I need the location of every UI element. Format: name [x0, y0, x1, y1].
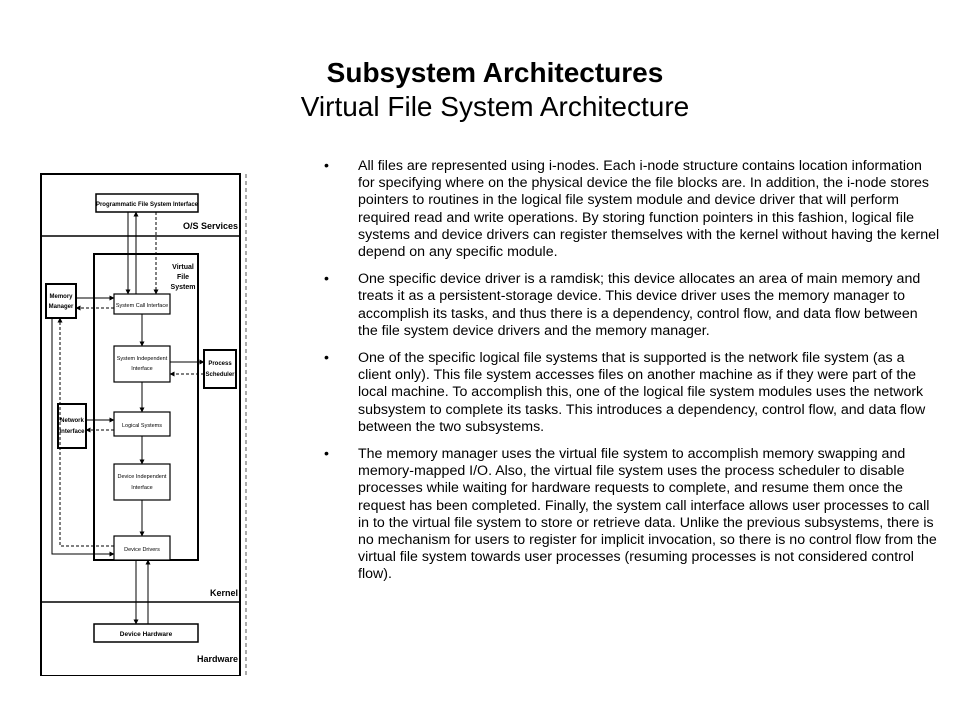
bullet-marker: •	[324, 446, 329, 463]
device-hardware-label: Device Hardware	[119, 631, 173, 638]
kernel-label: Kernel	[209, 588, 238, 598]
bullet-item	[320, 271, 940, 340]
os-services-label: O/S Services	[182, 221, 238, 231]
slide-title: Subsystem Architectures	[326, 57, 664, 88]
device-independent-label-2: Interface	[131, 485, 153, 491]
device-independent-label-1: Device Independent	[117, 474, 167, 480]
bullet-marker: •	[324, 350, 329, 367]
device-independent-interface-box	[114, 464, 170, 500]
vfs-label-2: File	[176, 274, 190, 281]
bullet-text: One specific device driver is a ramdisk; this device allocates an area of main memory and treats it as a persistent-storage device. This device driver uses the memory manager to accomplish its tasks, and thus there is a dependency, control flow, and data flow between the file system device drivers and the memory manager.	[358, 271, 921, 339]
system-call-interface-label: System Call Interface	[115, 303, 169, 309]
memory-manager-label-1: Memory	[49, 294, 73, 300]
device-drivers-label: Device Drivers	[124, 547, 160, 553]
bullet-text: All files are represented using i-nodes. Each i-node structure contains location information for specifying where on the physical device the file blocks are. In addition, the i-node stores pointers to routines in the logical file system module and device driver that will perform required read and write operations. By storing function pointers in this fashion, logical file systems and device drivers can register themselves with the kernel without having the kernel depend on any specific module.	[358, 158, 940, 261]
bullet-item	[320, 158, 940, 261]
vfs-label-3: System	[170, 284, 196, 291]
process-scheduler-label-2: Scheduler	[205, 372, 235, 378]
bullet-marker: •	[324, 158, 329, 174]
process-scheduler-box	[204, 350, 236, 388]
bullet-text: One of the specific logical file systems that is supported is the network file system (as a client only). This file system accesses files on another machine as if they were part of the local machine. To accomplish this, one of the logical file system modules uses the network subsystem to complete its tasks. This introduces a dependency, control flow, and data flow between the two subsystems.	[358, 350, 926, 435]
bullet-list	[320, 158, 940, 594]
system-independent-label-1: System Independent	[116, 356, 168, 362]
logical-systems-label: Logical Systems	[121, 423, 163, 429]
bullet-text: The memory manager uses the virtual file system to accomplish memory swapping and memory-mapped I/O. Also, the virtual file system uses the process scheduler to disable processes while waiting for hardware requests to complete, and resume them once the request has been completed. Finally, the system call interface allows user processes to call in to the virtual file system to store or retrieve data. Unlike the previous subsystems, there is no mechanism for users to register for implicit invocation, so there is no control flow from the virtual file system towards user processes (resuming processes is not considered control flow).	[358, 446, 937, 583]
bullet-item	[320, 446, 940, 584]
process-scheduler-label-1: Process	[208, 361, 232, 367]
vfs-architecture-diagram	[36, 166, 250, 676]
vfs-diagram-svg	[36, 166, 250, 676]
memory-manager-label-2: Manager	[48, 304, 74, 310]
system-independent-interface-box	[114, 346, 170, 382]
hardware-label: Hardware	[196, 654, 238, 664]
slide-subtitle: Virtual File System Architecture	[300, 91, 690, 122]
slide-title-block	[0, 56, 960, 124]
vfs-label-1: Virtual	[172, 264, 194, 271]
network-interface-label-1: Network	[60, 418, 84, 424]
network-interface-box	[58, 404, 86, 448]
bullet-item	[320, 350, 940, 436]
programmatic-interface-label: Programmatic File System Interface	[95, 202, 199, 208]
network-interface-label-2: Interface	[59, 429, 85, 435]
bullet-marker: •	[324, 271, 329, 288]
system-independent-label-2: Interface	[131, 366, 153, 372]
memory-manager-box	[46, 284, 76, 318]
